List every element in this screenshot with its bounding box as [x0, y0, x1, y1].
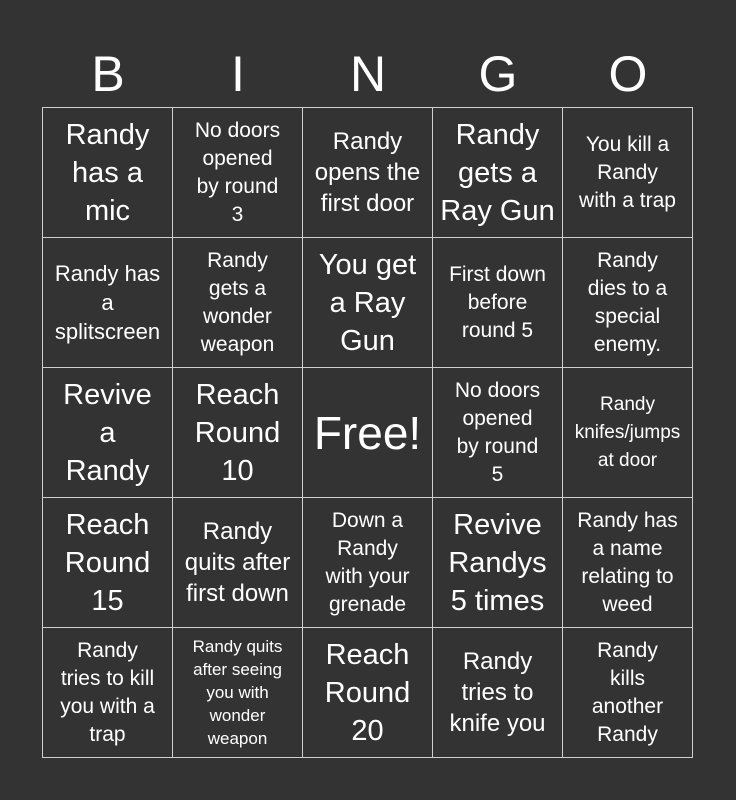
- bingo-cell[interactable]: Randy gets a Ray Gun: [433, 108, 563, 238]
- bingo-cell[interactable]: You get a Ray Gun: [303, 238, 433, 368]
- bingo-cell[interactable]: Reach Round 10: [173, 368, 303, 498]
- bingo-cell[interactable]: First down before round 5: [433, 238, 563, 368]
- header-letter-n: N: [349, 46, 387, 102]
- bingo-cell[interactable]: Randy tries to knife you: [433, 628, 563, 758]
- bingo-cell[interactable]: Reach Round 20: [303, 628, 433, 758]
- header-letter-i: I: [231, 46, 245, 102]
- bingo-cell[interactable]: Randy has a splitscreen: [43, 238, 173, 368]
- bingo-cell[interactable]: Randy has a name relating to weed: [563, 498, 693, 628]
- bingo-cell[interactable]: Revive a Randy: [43, 368, 173, 498]
- bingo-cell[interactable]: Reach Round 15: [43, 498, 173, 628]
- bingo-board: [42, 107, 693, 758]
- free-space[interactable]: Free!: [303, 368, 433, 498]
- bingo-cell[interactable]: Randy gets a wonder weapon: [173, 238, 303, 368]
- header-letter-o: O: [608, 46, 648, 102]
- bingo-cell[interactable]: No doors opened by round 5: [433, 368, 563, 498]
- bingo-header: [43, 40, 693, 108]
- bingo-cell[interactable]: Randy knifes/jumps at door: [563, 368, 693, 498]
- header-letter-b: B: [91, 46, 125, 102]
- bingo-cell[interactable]: Randy kills another Randy: [563, 628, 693, 758]
- bingo-cell[interactable]: Randy quits after first down: [173, 498, 303, 628]
- bingo-cell[interactable]: Randy tries to kill you with a trap: [43, 628, 173, 758]
- bingo-cell[interactable]: Randy opens the first door: [303, 108, 433, 238]
- bingo-cell[interactable]: Down a Randy with your grenade: [303, 498, 433, 628]
- bingo-cell[interactable]: Randy has a mic: [43, 108, 173, 238]
- bingo-cell[interactable]: You kill a Randy with a trap: [563, 108, 693, 238]
- header-letter-g: G: [478, 46, 518, 102]
- bingo-cell[interactable]: Randy dies to a special enemy.: [563, 238, 693, 368]
- bingo-cell[interactable]: No doors opened by round 3: [173, 108, 303, 238]
- bingo-cell[interactable]: Revive Randys 5 times: [433, 498, 563, 628]
- bingo-cell[interactable]: Randy quits after seeing you with wonder weapon: [173, 628, 303, 758]
